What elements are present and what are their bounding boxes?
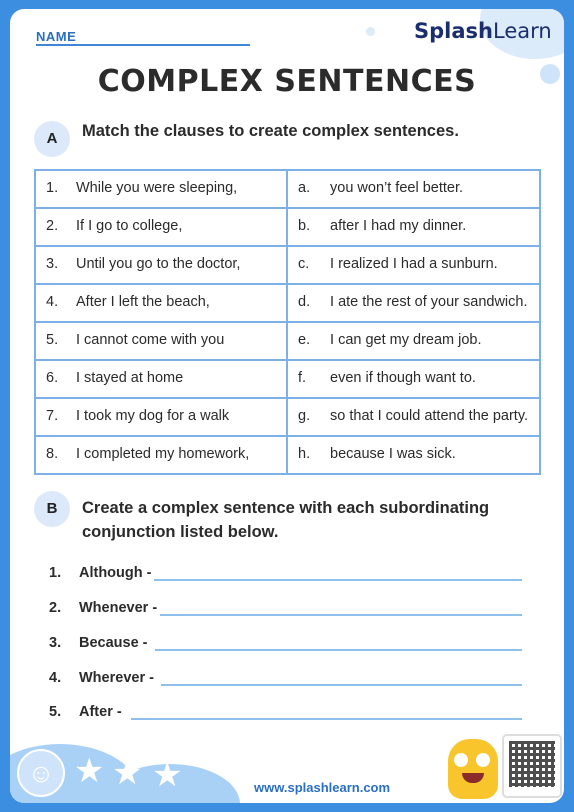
sentence-prompt	[49, 565, 151, 581]
footer-url[interactable]: www.splashlearn.com	[254, 780, 391, 795]
clause-letter: d.	[298, 294, 311, 310]
star-icon: ★	[74, 752, 105, 790]
right-clause-cell	[287, 284, 540, 322]
prompt-number: 5.	[49, 704, 62, 720]
right-clause-text: because I was sick.	[330, 446, 456, 462]
clause-letter: f.	[298, 370, 307, 386]
answer-line[interactable]	[161, 684, 522, 686]
right-clause-cell	[287, 208, 540, 246]
prompt-label: Wherever -	[79, 670, 154, 686]
prompt-number: 3.	[49, 635, 62, 651]
right-clause-text: I realized I had a sunburn.	[330, 256, 498, 272]
answer-line[interactable]	[160, 614, 522, 616]
star-icon: ★	[152, 756, 183, 794]
answer-line[interactable]	[131, 718, 522, 720]
right-clause-cell	[287, 436, 540, 474]
table-row	[35, 208, 540, 246]
right-clause-cell	[287, 322, 540, 360]
prompt-label: Although -	[79, 565, 152, 581]
splashlearn-logo: SplashLearn	[414, 19, 552, 43]
prompt-label: Because -	[79, 635, 148, 651]
sentence-prompt	[49, 635, 148, 651]
clause-letter: c.	[298, 256, 310, 272]
left-clause-cell	[35, 436, 287, 474]
clause-number: 1.	[46, 180, 59, 196]
left-clause-text: If I go to college,	[76, 218, 183, 234]
left-clause-text: I took my dog for a walk	[76, 408, 230, 424]
star-icon: ★	[112, 754, 143, 792]
right-clause-text: I can get my dream job.	[330, 332, 482, 348]
decor-circle	[366, 27, 375, 36]
clause-number: 8.	[46, 446, 59, 462]
clause-letter: b.	[298, 218, 311, 234]
prompt-label: Whenever -	[79, 600, 158, 616]
left-clause-cell	[35, 360, 287, 398]
left-clause-text: I completed my homework,	[76, 446, 250, 462]
table-row	[35, 246, 540, 284]
clause-letter: h.	[298, 446, 311, 462]
sentence-prompt	[49, 600, 157, 616]
right-clause-cell	[287, 170, 540, 208]
right-clause-text: even if though want to.	[330, 370, 476, 386]
right-clause-text: so that I could attend the party.	[330, 408, 529, 424]
clause-number: 6.	[46, 370, 59, 386]
prompt-number: 2.	[49, 600, 62, 616]
right-clause-text: you won’t feel better.	[330, 180, 464, 196]
name-label: NAME	[36, 29, 77, 44]
name-line[interactable]	[36, 44, 250, 46]
clause-number: 2.	[46, 218, 59, 234]
right-clause-text: after I had my dinner.	[330, 218, 467, 234]
left-clause-text: While you were sleeping,	[76, 180, 238, 196]
prompt-number: 4.	[49, 670, 62, 686]
left-clause-cell	[35, 170, 287, 208]
left-clause-text: I cannot come with you	[76, 332, 225, 348]
qr-code-icon	[502, 734, 562, 798]
smiley-icon: ☺	[17, 749, 65, 797]
worksheet-page	[10, 9, 564, 803]
table-row	[35, 284, 540, 322]
table-row	[35, 436, 540, 474]
right-clause-cell	[287, 360, 540, 398]
answer-line[interactable]	[154, 579, 522, 581]
section-a-badge: A	[34, 121, 70, 157]
table-row	[35, 360, 540, 398]
clause-number: 7.	[46, 408, 59, 424]
left-clause-cell	[35, 208, 287, 246]
table-row	[35, 398, 540, 436]
page-title: COMPLEX SENTENCES	[97, 64, 477, 99]
sentence-prompt	[49, 704, 122, 720]
clause-letter: a.	[298, 180, 311, 196]
clause-number: 4.	[46, 294, 59, 310]
mascot-icon	[448, 739, 498, 799]
clause-letter: g.	[298, 408, 311, 424]
matching-table	[34, 169, 541, 475]
left-clause-text: I stayed at home	[76, 370, 184, 386]
section-b-instruction: Create a complex sentence with each subordinating conjunction listed below.	[82, 499, 490, 541]
prompt-number: 1.	[49, 565, 62, 581]
right-clause-cell	[287, 246, 540, 284]
clause-number: 5.	[46, 332, 59, 348]
answer-line[interactable]	[155, 649, 522, 651]
clause-letter: e.	[298, 332, 311, 348]
sentence-prompt	[49, 670, 154, 686]
right-clause-text: I ate the rest of your sandwich.	[330, 294, 528, 310]
clause-number: 3.	[46, 256, 59, 272]
left-clause-cell	[35, 246, 287, 284]
prompt-label: After -	[79, 704, 122, 720]
left-clause-cell	[35, 322, 287, 360]
section-a-instruction: Match the clauses to create complex sentences.	[82, 122, 459, 140]
left-clause-cell	[35, 284, 287, 322]
left-clause-cell	[35, 398, 287, 436]
left-clause-text: After I left the beach,	[76, 294, 210, 310]
table-row	[35, 322, 540, 360]
section-b-badge: B	[34, 491, 70, 527]
left-clause-text: Until you go to the doctor,	[76, 256, 241, 272]
right-clause-cell	[287, 398, 540, 436]
table-row	[35, 170, 540, 208]
